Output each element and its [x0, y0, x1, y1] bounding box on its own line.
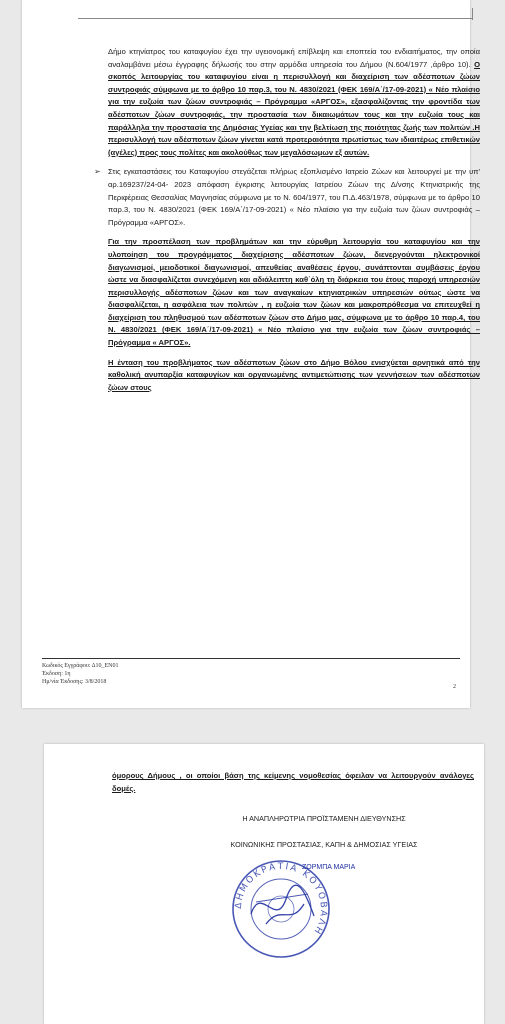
tenders-text: Για την προσπέλαση των προβλημάτων και την εύρυθμη λειτουργία του καταφυγίου και την υλοποίηση του προγράμματος διαχείρισης αδέσποτων ζώων, διενεργούνται ηλεκτρονικοί διαγωνισμοί, μειοδοτικοί διαγωνισμοί, απευθείας αναθέσεις έργου, συνάπτονται συμβάσεις έργου ώστε να διασφαλίζεται συνεχόμενη και αδιάλειπτη καθ΄όλη τη διάρκεια του έτους παροχή υπηρεσιών περισυλλογής αδέσποτων ζώων και των αναγκαίων κτηνιατρικών υπηρεσιών ούτως ώστε να διασφαλίζεται, η ασφάλεια των πολιτών , η ευζωία των ζώων και μακροπρόθεσμα να επιτευχθεί η διαχείριση του πληθυσμού των αδέσποτων ζώων στο Δήμο μας, σύμφωνα με το άρθρο 10 παρ.4, του Ν. 4830/2021 (ΦΕΚ 169/Α΄/17-09-2021) « Νέο πλαίσιο για την ευζωία των ζώων συντροφιάς – Πρόγραμμα « ΑΡΓΟΣ». [108, 237, 480, 348]
footer-edition: Έκδοση: 1η [42, 671, 71, 677]
paragraph-tenders [108, 236, 480, 349]
svg-text:ΔΗΜΟΚΡΑΤΙΑ ΚΟΥΟΒΑΛΗ: ΔΗΜΟΚΡΑΤΙΑ ΚΟΥΟΒΑΛΗ [233, 861, 329, 937]
clinic-text: Στις εγκαταστάσεις του Καταφυγίου στεγάζεται πλήρως εξοπλισμένο Ιατρείο Ζώων και λειτουργεί με την υπ' αρ.169237/24-04- 2023 απόφαση έγκρισης λειτουργίας Ιατρείου Ζώων της Δ/νσης Κτηνιατρικής της Περιφέρειας Θεσσαλίας Μαγνησίας σύμφωνα με το Ν. 604/1977, του Π.Δ.463/1978, σύμφωνα με το άρθρο 10 παρ.3, του Ν. 4830/2021 (ΦΕΚ 169/Α΄/17-09-2021) « Νέο πλαίσιο για την ευζωία των ζώων συντροφιάς – Πρόγραμμα «ΑΡΓΟΣ». [108, 167, 480, 227]
paragraph-intro [108, 46, 480, 159]
signatory-name: ΖΟΡΜΠΑ ΜΑΡΙΑ [302, 864, 356, 871]
page1-body [108, 46, 480, 401]
footer-code: Κωδικός Εγγράφου: Δ10_ΕΝ01 [42, 663, 119, 669]
signatory-role-line2: ΚΟΙΝΩΝΙΚΗΣ ΠΡΟΣΤΑΣΙΑΣ, ΚΑΠΗ & ΔΗΜΟΣΙΑΣ ΥΓΕΙΑΣ [230, 840, 418, 849]
signatory-role-line1: Η ΑΝΑΠΛΗΡΩΤΡΙΑ ΠΡΟΪΣΤΑΜΕΝΗ ΔΙΕΥΘΥΝΣΗΣ [242, 814, 406, 823]
paragraph-intensity [108, 357, 480, 395]
page-number: 2 [453, 684, 456, 690]
intro-purpose: Ο σκοπός λειτουργίας του καταφυγίου είναι η περισυλλογή και διαχείριση των αδέσποτων ζώων συντροφιάς σύμφωνα με το άρθρο 10 παρ.3, του Ν. 4830/2021 (ΦΕΚ 169/Α΄/17-09-2021) « Νέο πλαίσιο για την ευζωία των ζώων συντροφιάς – Πρόγραμμα «ΑΡΓΟΣ», εξασφαλίζοντας την φροντίδα των αδέσποτων ζώων συντροφιάς, την προστασία των δικαιωμάτων τους και την ευζωία τους και παράλληλα την προστασία της Δημόσιας Υγείας και την βελτίωση της ποιότητας ζωής των πολιτών .Η περισυλλογή των αδέσποτων ζώων γίνεται κατά προτεραιότητα πρωτίστως των ιδιαιτέρως επιθετικών (αγέλες) προς τους πολίτες και ακολούθως των μεγαλόσωμων εξ αυτών. [108, 59, 480, 157]
page2-body [112, 770, 474, 795]
document-page-1 [22, 0, 480, 708]
document-footer [42, 662, 119, 686]
footer-date: Ημ/νία Έκδοσης: 3/8/2018 [42, 679, 107, 685]
continuation-text: όμορους Δήμους , οι οποίοι βάση της κείμενης νομοθεσίας όφειλαν να λειτουργούν ανάλογες δομές. [112, 771, 474, 793]
paragraph-clinic [108, 166, 480, 229]
intro-plain: Δήμο κτηνίατρος του καταφυγίου έχει την υγειονομική επίβλεψη και εποπτεία του ενδιαιτήματος, την οποία αναλαμβάνει μέσω έγγραφης δήλωσής του στην αρμόδια υπηρεσία του Δήμου (Ν.604/1977 ,άρθρο 10). [108, 47, 480, 69]
footer-rule [42, 658, 460, 659]
header-corner-mark [472, 8, 473, 20]
header-rule [78, 18, 473, 19]
intensity-text: Η ένταση του προβλήματος των αδέσποτων ζώων στο Δήμο Βόλου ενισχύεται αρνητικά από την καθολική ανυπαρξία καταφυγίων και οργανωμένης αντιμετώπισης των γεννήσεων των αδέσποτων ζώων στους [108, 357, 480, 392]
document-page-2 [44, 744, 484, 1024]
